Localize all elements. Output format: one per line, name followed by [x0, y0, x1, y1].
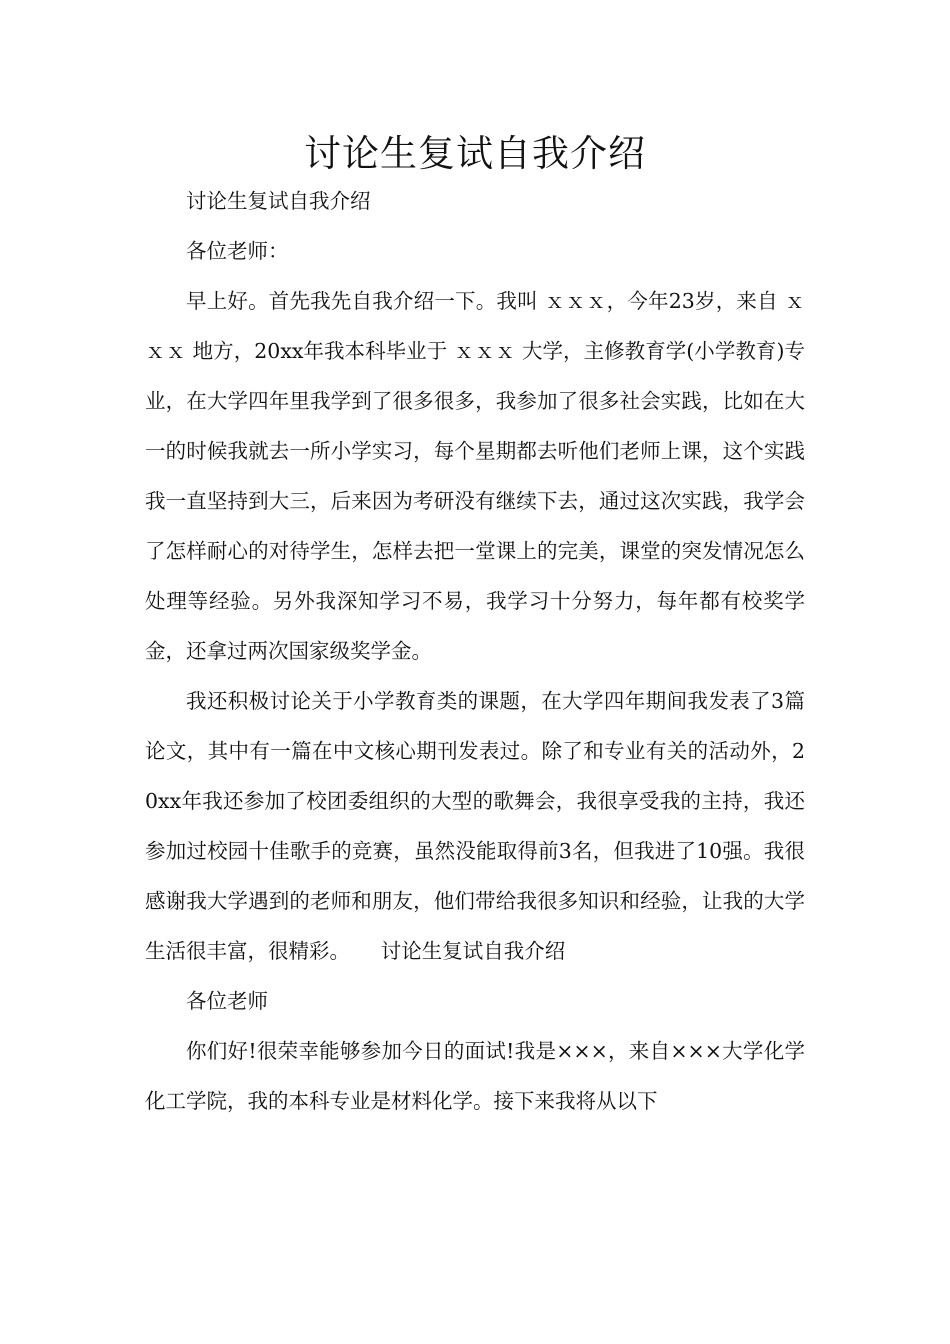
document-body	[145, 176, 805, 1126]
paragraph-activities: 我还积极讨论关于小学教育类的课题，在大学四年期间我发表了3篇论文，其中有一篇在中文核心期刊发表过。除了和专业有关的活动外，20xx年我还参加了校团委组织的大型的歌舞会，我很享受我的主持，我还参加过校园十佳歌手的竞赛，虽然没能取得前3名，但我进了10强。我很感谢我大学遇到的老师和朋友，他们带给我很多知识和经验，让我的大学生活很丰富，很精彩。 讨论生复试自我介绍	[145, 689, 805, 963]
paragraph-intro-2: 你们好!很荣幸能够参加今日的面试!我是×××，来自×××大学化学化工学院，我的本科专业是材料化学。接下来我将从以下	[145, 1039, 805, 1113]
paragraph-greeting: 各位老师：	[186, 239, 289, 263]
paragraph-greeting-2: 各位老师	[186, 989, 268, 1013]
document-title: 讨论生复试自我介绍	[304, 132, 646, 175]
paragraph-intro: 早上好。首先我先自我介绍一下。我叫 ｘｘｘ，今年23岁，来自 ｘｘｘ 地方，20xx年我本科毕业于 ｘｘｘ 大学，主修教育学(小学教育)专业，在大学四年里我学到了很多很多，我参加了很多社会实践，比如在大一的时候我就去一所小学实习，每个星期都去听他们老师上课，这个实践我一直坚持到大三，后来因为考研没有继续下去，通过这次实践，我学会了怎样耐心的对待学生，怎样去把一堂课上的完美，课堂的突发情况怎么处理等经验。另外我深知学习不易，我学习十分努力，每年都有校奖学金，还拿过两次国家级奖学金。	[145, 289, 805, 663]
paragraph-subtitle: 讨论生复试自我介绍	[186, 189, 371, 213]
